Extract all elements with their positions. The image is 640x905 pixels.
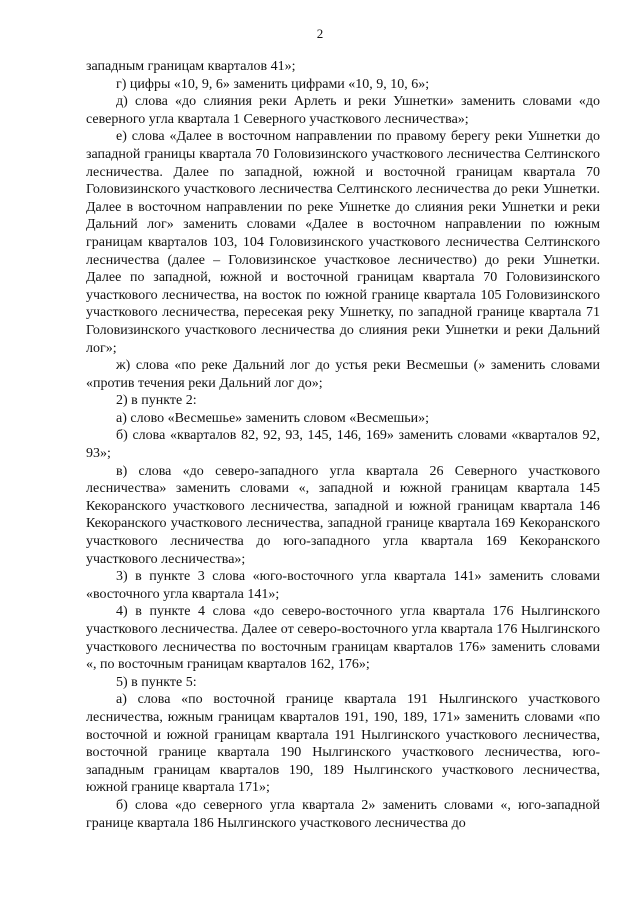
page-number: 2 [316, 26, 324, 41]
paragraph: б) слова «до северного угла квартала 2» заменить словами «, юго-западной границе квартала 186 Нылгинского участкового лесничества до [86, 797, 600, 831]
paragraph: 2) в пункте 2: [116, 393, 197, 409]
paragraph: а) слово «Весмешье» заменить словом «Весмешьи»; [116, 410, 430, 426]
paragraph: г) цифры «10, 9, 6» заменить цифрами «10, 9, 10, 6»; [116, 76, 430, 92]
paragraph: е) слова «Далее в восточном направлении по правому берегу реки Ушнетки до западной границы квартала 70 Головизинского участкового лесничества Селтинского лесничества. Далее по западной, южной и восточной границам квартала 70 Головизинского участкового лесничества Селтинского лесничества до реки Ушнетки. Далее в восточном направлении по реке Ушнетке до слияния реки Ушнетки и реки Дальний лог» заменить словами «Далее в восточном направлении по южным границам кварталов 103, 104 Головизинского участкового лесничества Селтинского лесничества (далее – Головизинское участковое лесничество) до реки Ушнетки. Далее по западной, южной и восточной границам квартала 70 Головизинского участкового лесничества, на восток по южной границе квартала 105 Головизинского участкового лесничества, пересекая реку Ушнетку, по западной границе квартала 71 Головизинского участкового лесничества до слияния реки Ушнетки и реки Дальний лог»; [86, 129, 600, 356]
paragraph: 4) в пункте 4 слова «до северо-восточного угла квартала 176 Нылгинского участкового лесничества. Далее от северо-восточного угла квартала 176 Нылгинского участкового лесничества по восточным границам кварталов 176» заменить словами «, по восточным границам кварталов 162, 176»; [86, 604, 600, 673]
paragraph: д) слова «до слияния реки Арлеть и реки Ушнетки» заменить словами «до северного угла квартала 1 Северного участкового лесничества»; [86, 94, 600, 127]
paragraph: ж) слова «по реке Дальний лог до устья реки Весмешьи (» заменить словами «против течения реки Дальний лог до»; [86, 358, 600, 391]
paragraph: западным границам кварталов 41»; [86, 59, 296, 74]
document-body [86, 58, 600, 832]
paragraph: 3) в пункте 3 слова «юго-восточного угла квартала 141» заменить словами «восточного угла квартала 141»; [86, 569, 600, 602]
paragraph: а) слова «по восточной границе квартала 191 Нылгинского участкового лесничества, южным границам кварталов 191, 190, 189, 171» заменить словами «по восточной и южной границам квартала 191 Нылгинского участкового лесничества, восточной границе квартала 190 Нылгинского участкового лесничества, юго-западным границам кварталов 190, 189 Нылгинского участкового лесничества, южной границе квартала 171»; [86, 692, 600, 796]
paragraph: б) слова «кварталов 82, 92, 93, 145, 146, 169» заменить словами «кварталов 92, 93»; [86, 428, 600, 462]
paragraph: 5) в пункте 5: [116, 674, 197, 690]
paragraph: в) слова «до северо-западного угла квартала 26 Северного участкового лесничества» заменить словами «, западной и южной границам квартала 145 Кекоранского участкового лесничества, западной и южной границам квартала 146 Кекоранского участкового лесничества, западной границе квартала 169 Кекоранского участкового лесничества до юго-западного угла квартала 169 Кекоранского участкового лесничества»; [86, 463, 600, 567]
